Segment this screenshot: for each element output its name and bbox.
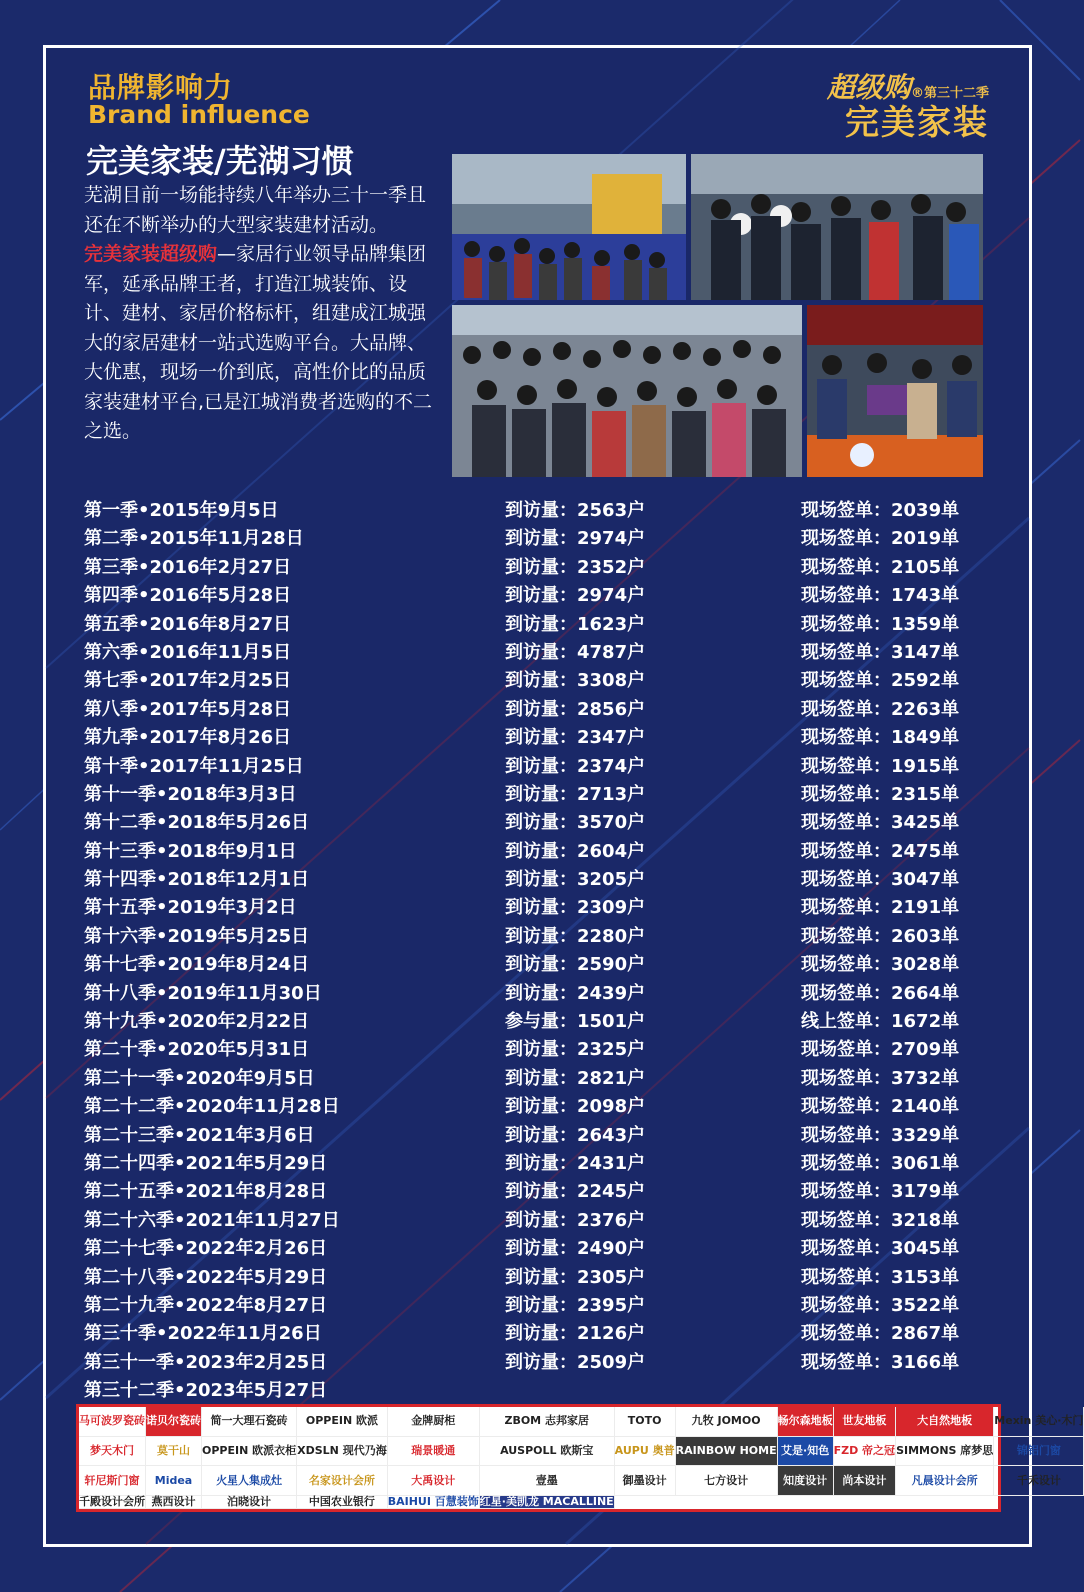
visit-count: 到访量：2856户 — [505, 698, 646, 720]
signed-count: 现场签单：3028单 — [801, 954, 960, 976]
season-row — [84, 781, 989, 809]
season-row — [84, 809, 989, 837]
season-row — [84, 525, 989, 553]
season-row — [84, 1320, 989, 1348]
signed-count: 现场签单：2019单 — [801, 528, 960, 550]
season-date: 第九季•2017年8月26日 — [84, 727, 292, 749]
visit-count: 到访量：2821户 — [505, 1067, 646, 1089]
season-date: 第十八季•2019年11月30日 — [84, 982, 322, 1004]
visit-count: 到访量：2604户 — [505, 840, 646, 862]
brand-logo: Mexin 美心·木门 — [994, 1407, 1084, 1437]
brand-logo: 凡晨设计会所 — [896, 1466, 994, 1496]
visit-count: 到访量：4787户 — [505, 641, 646, 663]
signed-count: 现场签单：2105单 — [801, 556, 960, 578]
season-date: 第二十三季•2021年3月6日 — [84, 1124, 315, 1146]
season-row — [84, 866, 989, 894]
visit-count: 到访量：2376户 — [505, 1209, 646, 1231]
season-row — [84, 1235, 989, 1263]
brand-logo: TOTO — [615, 1407, 676, 1437]
visit-count: 到访量：2509户 — [505, 1351, 646, 1373]
season-row — [84, 1122, 989, 1150]
visit-count: 到访量：2643户 — [505, 1124, 646, 1146]
season-row — [84, 1264, 989, 1292]
season-date: 第十季•2017年11月25日 — [84, 755, 304, 777]
visit-count: 到访量：2352户 — [505, 556, 646, 578]
season-row — [84, 894, 989, 922]
season-date: 第三季•2016年2月27日 — [84, 556, 292, 578]
visit-count: 到访量：2439户 — [505, 982, 646, 1004]
season-row — [84, 724, 989, 752]
season-row — [84, 1065, 989, 1093]
signed-count: 现场签单：3045单 — [801, 1238, 960, 1260]
visit-count: 到访量：2098户 — [505, 1096, 646, 1118]
brand-logo: BAIHUI 百慧装饰 — [387, 1494, 479, 1508]
signed-count: 现场签单：3166单 — [801, 1351, 960, 1373]
brand-logo: 壹墨 — [480, 1466, 615, 1496]
brand-logo: 艾是·知色 — [778, 1437, 834, 1467]
season-row — [84, 1292, 989, 1320]
season-row — [84, 667, 989, 695]
visit-count: 到访量：2309户 — [505, 897, 646, 919]
season-date: 第十三季•2018年9月1日 — [84, 840, 297, 862]
signed-count: 现场签单：3522单 — [801, 1294, 960, 1316]
signed-count: 现场签单：2140单 — [801, 1096, 960, 1118]
season-row — [84, 582, 989, 610]
brand-logo: 锦铝门窗 — [994, 1437, 1084, 1467]
season-row — [84, 838, 989, 866]
signed-count: 现场签单：1849单 — [801, 727, 960, 749]
signed-count: 现场签单：2664单 — [801, 982, 960, 1004]
brand-logo-wall — [76, 1404, 1084, 1512]
brand-logo: 中国农业银行 — [297, 1496, 388, 1509]
brand-influence-subtitle: Brand influence — [88, 100, 310, 129]
signed-count: 现场签单：2709单 — [801, 1039, 960, 1061]
brand-logo: 千殿设计会所 — [79, 1494, 145, 1508]
visit-count: 到访量：2590户 — [505, 954, 646, 976]
signed-count: 现场签单：1359单 — [801, 613, 960, 635]
brand-influence-title: 品牌影响力 — [88, 71, 234, 104]
season-date: 第四季•2016年5月28日 — [84, 585, 292, 607]
season-date: 第八季•2017年5月28日 — [84, 698, 292, 720]
brand-logo: OPPEIN 欧派衣柜 — [202, 1437, 297, 1467]
visit-count: 到访量：2325户 — [505, 1039, 646, 1061]
logo-top-text: 超级购 — [826, 71, 911, 104]
signed-count: 线上签单：1672单 — [801, 1011, 960, 1033]
signed-count: 现场签单：3425单 — [801, 812, 960, 834]
season-row — [84, 1093, 989, 1121]
event-logo — [779, 66, 989, 143]
signed-count: 现场签单：2867单 — [801, 1323, 960, 1345]
signed-count: 现场签单：3147单 — [801, 641, 960, 663]
brand-logo: 七方设计 — [676, 1466, 778, 1496]
season-row — [84, 1008, 989, 1036]
season-row — [84, 696, 989, 724]
event-photo-3 — [452, 305, 802, 477]
event-photo-4 — [807, 305, 983, 477]
season-row — [84, 1036, 989, 1064]
season-table — [84, 497, 989, 1406]
brand-logo: XDSLN 现代乃海 — [297, 1437, 388, 1467]
season-row — [84, 1349, 989, 1377]
season-date: 第三十二季•2023年5月27日 — [84, 1380, 328, 1402]
intro-highlight: 完美家装超级购 — [84, 243, 218, 265]
visit-count: 参与量：1501户 — [505, 1011, 646, 1033]
season-row — [84, 1178, 989, 1206]
season-row — [84, 554, 989, 582]
brand-logo: AUSPOLL 欧斯宝 — [480, 1437, 615, 1467]
visit-count: 到访量：2280户 — [505, 925, 646, 947]
season-date: 第十一季•2018年3月3日 — [84, 783, 297, 805]
brand-logo: FZD 帝之冠 — [834, 1437, 896, 1467]
visit-count: 到访量：3570户 — [505, 812, 646, 834]
signed-count: 现场签单：3732单 — [801, 1067, 960, 1089]
brand-logo: 火星人集成灶 — [202, 1466, 297, 1496]
season-date: 第十二季•2018年5月26日 — [84, 812, 310, 834]
season-row — [84, 497, 989, 525]
intro-paragraph-2 — [84, 240, 434, 447]
brand-logo: 红星·美凯龙 MACALLINE — [479, 1494, 614, 1508]
visit-count: 到访量：2490户 — [505, 1238, 646, 1260]
season-date: 第二十五季•2021年8月28日 — [84, 1181, 328, 1203]
season-row — [84, 1377, 989, 1405]
brand-logo: 尚本设计 — [834, 1466, 896, 1496]
intro-text — [84, 181, 434, 447]
signed-count: 现场签单：2475单 — [801, 840, 960, 862]
signed-count: 现场签单：1743单 — [801, 585, 960, 607]
season-date: 第二十二季•2020年11月28日 — [84, 1096, 340, 1118]
visit-count: 到访量：3308户 — [505, 670, 646, 692]
brand-logo: 御墨设计 — [615, 1466, 676, 1496]
visit-count: 到访量：2305户 — [505, 1266, 646, 1288]
brand-logo: SIMMONS 席梦思 — [896, 1437, 994, 1467]
signed-count: 现场签单：2603单 — [801, 925, 960, 947]
season-row — [84, 951, 989, 979]
signed-count: 现场签单：2592单 — [801, 670, 960, 692]
poster-frame — [43, 45, 1084, 1547]
season-row — [84, 1207, 989, 1235]
brand-logo: 简一大理石瓷砖 — [202, 1407, 297, 1437]
season-date: 第十四季•2018年12月1日 — [84, 869, 310, 891]
signed-count: 现场签单：3061单 — [801, 1152, 960, 1174]
brand-logo: 千禾设计 — [994, 1466, 1084, 1496]
signed-count: 现场签单：3047单 — [801, 869, 960, 891]
visit-count: 到访量：2974户 — [505, 528, 646, 550]
visit-count: 到访量：1623户 — [505, 613, 646, 635]
season-row — [84, 923, 989, 951]
signed-count: 现场签单：3329单 — [801, 1124, 960, 1146]
season-date: 第一季•2015年9月5日 — [84, 500, 279, 521]
brand-logo: RAINBOW HOME — [676, 1437, 778, 1467]
brand-logo: 大禹设计 — [388, 1466, 480, 1496]
brand-logo: 马可波罗瓷砖 — [79, 1407, 146, 1437]
logo-bottom-text: 完美家装 — [845, 103, 989, 143]
logo-season: 第三十二季 — [923, 86, 989, 101]
season-date: 第二十九季•2022年8月27日 — [84, 1294, 328, 1316]
brand-logo: 莫干山 — [146, 1437, 202, 1467]
brand-logo: 金牌厨柜 — [388, 1407, 480, 1437]
season-date: 第二十八季•2022年5月29日 — [84, 1266, 328, 1288]
brand-logo: 名家设计会所 — [297, 1466, 388, 1496]
season-date: 第十五季•2019年3月2日 — [84, 897, 297, 919]
season-row — [84, 1150, 989, 1178]
signed-count: 现场签单：2315单 — [801, 783, 960, 805]
brand-logo: 燕西设计 — [146, 1496, 202, 1509]
brand-logo: 九牧 JOMOO — [676, 1407, 778, 1437]
season-date: 第二十季•2020年5月31日 — [84, 1039, 310, 1061]
season-date: 第二季•2015年11月28日 — [84, 528, 304, 550]
season-date: 第十七季•2019年8月24日 — [84, 954, 310, 976]
season-date: 第三十季•2022年11月26日 — [84, 1323, 322, 1345]
brand-logo: 世友地板 — [834, 1407, 896, 1437]
season-date: 第二十一季•2020年9月5日 — [84, 1067, 315, 1089]
season-date: 第二十六季•2021年11月27日 — [84, 1209, 340, 1231]
brand-logo: OPPEIN 欧派 — [297, 1407, 388, 1437]
season-date: 第三十一季•2023年2月25日 — [84, 1351, 328, 1373]
season-date: 第六季•2016年11月5日 — [84, 641, 292, 663]
signed-count: 现场签单：3218单 — [801, 1209, 960, 1231]
visit-count: 到访量：2431户 — [505, 1152, 646, 1174]
season-date: 第十六季•2019年5月25日 — [84, 925, 310, 947]
visit-count: 到访量：2126户 — [505, 1323, 646, 1345]
signed-count: 现场签单：2191单 — [801, 897, 960, 919]
brand-logo: ZBOM 志邦家居 — [480, 1407, 615, 1437]
season-row — [84, 639, 989, 667]
signed-count: 现场签单：3153单 — [801, 1266, 960, 1288]
headline: 完美家装/芜湖习惯 — [86, 142, 354, 180]
season-date: 第十九季•2020年2月22日 — [84, 1011, 310, 1033]
season-date: 第二十七季•2022年2月26日 — [84, 1238, 328, 1260]
signed-count: 现场签单：3179单 — [801, 1181, 960, 1203]
season-date: 第五季•2016年8月27日 — [84, 613, 292, 635]
visit-count: 到访量：2713户 — [505, 783, 646, 805]
visit-count: 到访量：2347户 — [505, 727, 646, 749]
brand-logo: 畅尔森地板 — [778, 1407, 834, 1437]
visit-count: 到访量：2563户 — [505, 500, 646, 521]
season-date: 第七季•2017年2月25日 — [84, 670, 292, 692]
signed-count: 现场签单：2039单 — [801, 500, 960, 521]
brand-logo: 大自然地板 — [896, 1407, 994, 1437]
visit-count: 到访量：2374户 — [505, 755, 646, 777]
brand-logo: 诺贝尔瓷砖 — [146, 1407, 202, 1437]
brand-logo: 轩尼斯门窗 — [79, 1466, 146, 1496]
intro-paragraph-1: 芜湖目前一场能持续八年举办三十一季且还在不断举办的大型家装建材活动。 — [84, 184, 427, 236]
signed-count: 现场签单：1915单 — [801, 755, 960, 777]
event-photo-2 — [691, 154, 983, 300]
signed-count: 现场签单：2263单 — [801, 698, 960, 720]
brand-logo: 泊晓设计 — [202, 1496, 297, 1509]
visit-count: 到访量：2245户 — [505, 1181, 646, 1203]
season-date: 第二十四季•2021年5月29日 — [84, 1152, 328, 1174]
visit-count: 到访量：2974户 — [505, 585, 646, 607]
visit-count: 到访量：2395户 — [505, 1294, 646, 1316]
brand-logo: 瑞景暖通 — [388, 1437, 480, 1467]
visit-count: 到访量：3205户 — [505, 869, 646, 891]
brand-logo: 梦天木门 — [79, 1437, 146, 1467]
season-row — [84, 753, 989, 781]
brand-logo: 知度设计 — [778, 1466, 834, 1496]
brand-logo: Midea — [146, 1466, 202, 1496]
event-photo-1 — [452, 154, 686, 300]
logo-mark: ® — [910, 86, 924, 101]
intro-rest: —家居行业领导品牌集团军，延承品牌王者，打造江城装饰、设计、建材、家居价格标杆，组建成江城强大的家居建材一站式选购平台。大品牌、大优惠，现场一价到底，高性价比的品质家装建材平台,已是江城消费者选购的不二之选。 — [84, 243, 433, 442]
brand-logo: AUPU 奥普 — [615, 1437, 676, 1467]
season-row — [84, 611, 989, 639]
season-row — [84, 980, 989, 1008]
